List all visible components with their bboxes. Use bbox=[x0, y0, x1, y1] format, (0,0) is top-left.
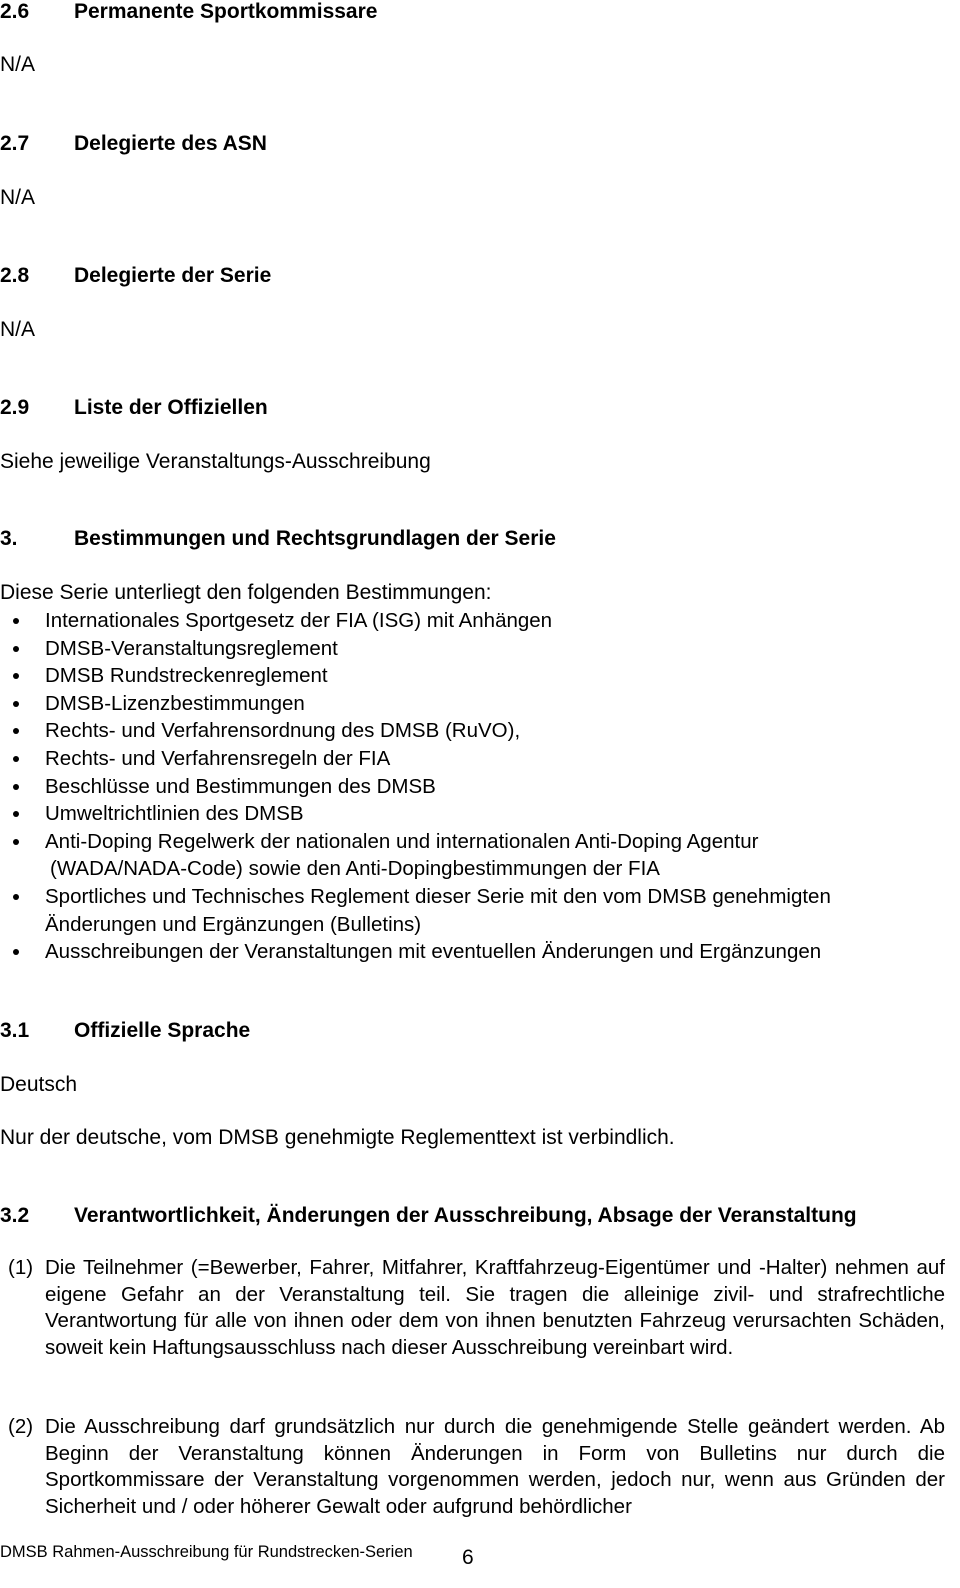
heading-number: 2.9 bbox=[0, 396, 30, 419]
heading-number: 2.6 bbox=[0, 0, 30, 23]
bullet-icon bbox=[13, 673, 19, 679]
bullet-icon bbox=[13, 894, 19, 900]
paragraph-label: (2) bbox=[8, 1415, 34, 1438]
heading-number: 3. bbox=[0, 527, 18, 550]
numbered-paragraph-2 bbox=[0, 1414, 945, 1520]
list-item: DMSB-Lizenzbestimmungen bbox=[0, 690, 950, 718]
section-3-intro: Diese Serie unterliegt den folgenden Bestimmungen: bbox=[0, 581, 492, 604]
section-2-9-body: Siehe jeweilige Veranstaltungs-Ausschreibung bbox=[0, 450, 431, 473]
regulations-list bbox=[0, 607, 950, 966]
heading-number: 2.8 bbox=[0, 264, 30, 287]
list-item: Sportliches und Technisches Reglement dieser Serie mit den vom DMSB genehmigten Änderungen und Ergänzungen (Bulletins) bbox=[0, 883, 950, 938]
list-item: Internationales Sportgesetz der FIA (ISG) mit Anhängen bbox=[0, 607, 950, 635]
footer-text: DMSB Rahmen-Ausschreibung für Rundstrecken-Serien bbox=[0, 1543, 413, 1561]
heading-title: Permanente Sportkommissare bbox=[74, 0, 378, 23]
heading-title: Verantwortlichkeit, Änderungen der Ausschreibung, Absage der Veranstaltung bbox=[74, 1204, 857, 1227]
list-item: Rechts- und Verfahrensordnung des DMSB (RuVO), bbox=[0, 717, 950, 745]
list-item: Umweltrichtlinien des DMSB bbox=[0, 800, 950, 828]
bullet-icon bbox=[13, 949, 19, 955]
bullet-icon bbox=[13, 728, 19, 734]
list-item: Rechts- und Verfahrensregeln der FIA bbox=[0, 745, 950, 773]
paragraph-text: Die Teilnehmer (=Bewerber, Fahrer, Mitfahrer, Kraftfahrzeug-Eigentümer und -Halter) nehmen auf eigene Gefahr an der Veranstaltung teil. Sie tragen die alleinige zivil- und strafrechtliche Verantwortung für alle von ihnen oder dem von ihnen benutzten Fahrzeug verursachten Schäden, soweit kein Haftungsausschluss nach dieser Ausschreibung vereinbart wird. bbox=[45, 1256, 945, 1359]
section-3-1-body1: Deutsch bbox=[0, 1073, 78, 1096]
bullet-icon bbox=[13, 756, 19, 762]
heading-number: 3.2 bbox=[0, 1204, 30, 1227]
bullet-icon bbox=[13, 646, 19, 652]
paragraph-label: (1) bbox=[8, 1256, 34, 1279]
section-2-6-body: N/A bbox=[0, 53, 36, 76]
heading-title: Offizielle Sprache bbox=[74, 1019, 251, 1042]
bullet-icon bbox=[13, 811, 19, 817]
list-item: Ausschreibungen der Veranstaltungen mit eventuellen Änderungen und Ergänzungen bbox=[0, 938, 950, 966]
bullet-icon bbox=[13, 701, 19, 707]
list-item: Anti-Doping Regelwerk der nationalen und internationalen Anti-Doping Agentur (WADA/NADA-Code) sowie den Anti-Dopingbestimmungen der FIA bbox=[0, 828, 950, 883]
heading-number: 3.1 bbox=[0, 1019, 30, 1042]
bullet-icon bbox=[13, 839, 19, 845]
heading-title: Delegierte des ASN bbox=[74, 132, 267, 155]
numbered-paragraph-1 bbox=[0, 1255, 945, 1361]
list-item: Beschlüsse und Bestimmungen des DMSB bbox=[0, 773, 950, 801]
page-number: 6 bbox=[462, 1546, 474, 1569]
bullet-icon bbox=[13, 618, 19, 624]
bullet-icon bbox=[13, 784, 19, 790]
list-item: DMSB-Veranstaltungsreglement bbox=[0, 635, 950, 663]
heading-title: Liste der Offiziellen bbox=[74, 396, 268, 419]
heading-number: 2.7 bbox=[0, 132, 30, 155]
section-2-8-body: N/A bbox=[0, 318, 36, 341]
heading-title: Delegierte der Serie bbox=[74, 264, 272, 287]
paragraph-text: Die Ausschreibung darf grundsätzlich nur durch die genehmigende Stelle geändert werden. Ab Beginn der Veranstaltung können Änderungen in Form von Bulletins nur durch die Sportkommissare der Veranstaltung vorgenommen werden, jedoch nur, wenn aus Gründen der Sicherheit und / oder höherer Gewalt oder aufgrund behördlicher bbox=[45, 1415, 945, 1518]
heading-title: Bestimmungen und Rechtsgrundlagen der Serie bbox=[74, 527, 556, 550]
section-3-1-body2: Nur der deutsche, vom DMSB genehmigte Reglementtext ist verbindlich. bbox=[0, 1126, 675, 1149]
section-2-7-body: N/A bbox=[0, 186, 36, 209]
list-item: DMSB Rundstreckenreglement bbox=[0, 662, 950, 690]
